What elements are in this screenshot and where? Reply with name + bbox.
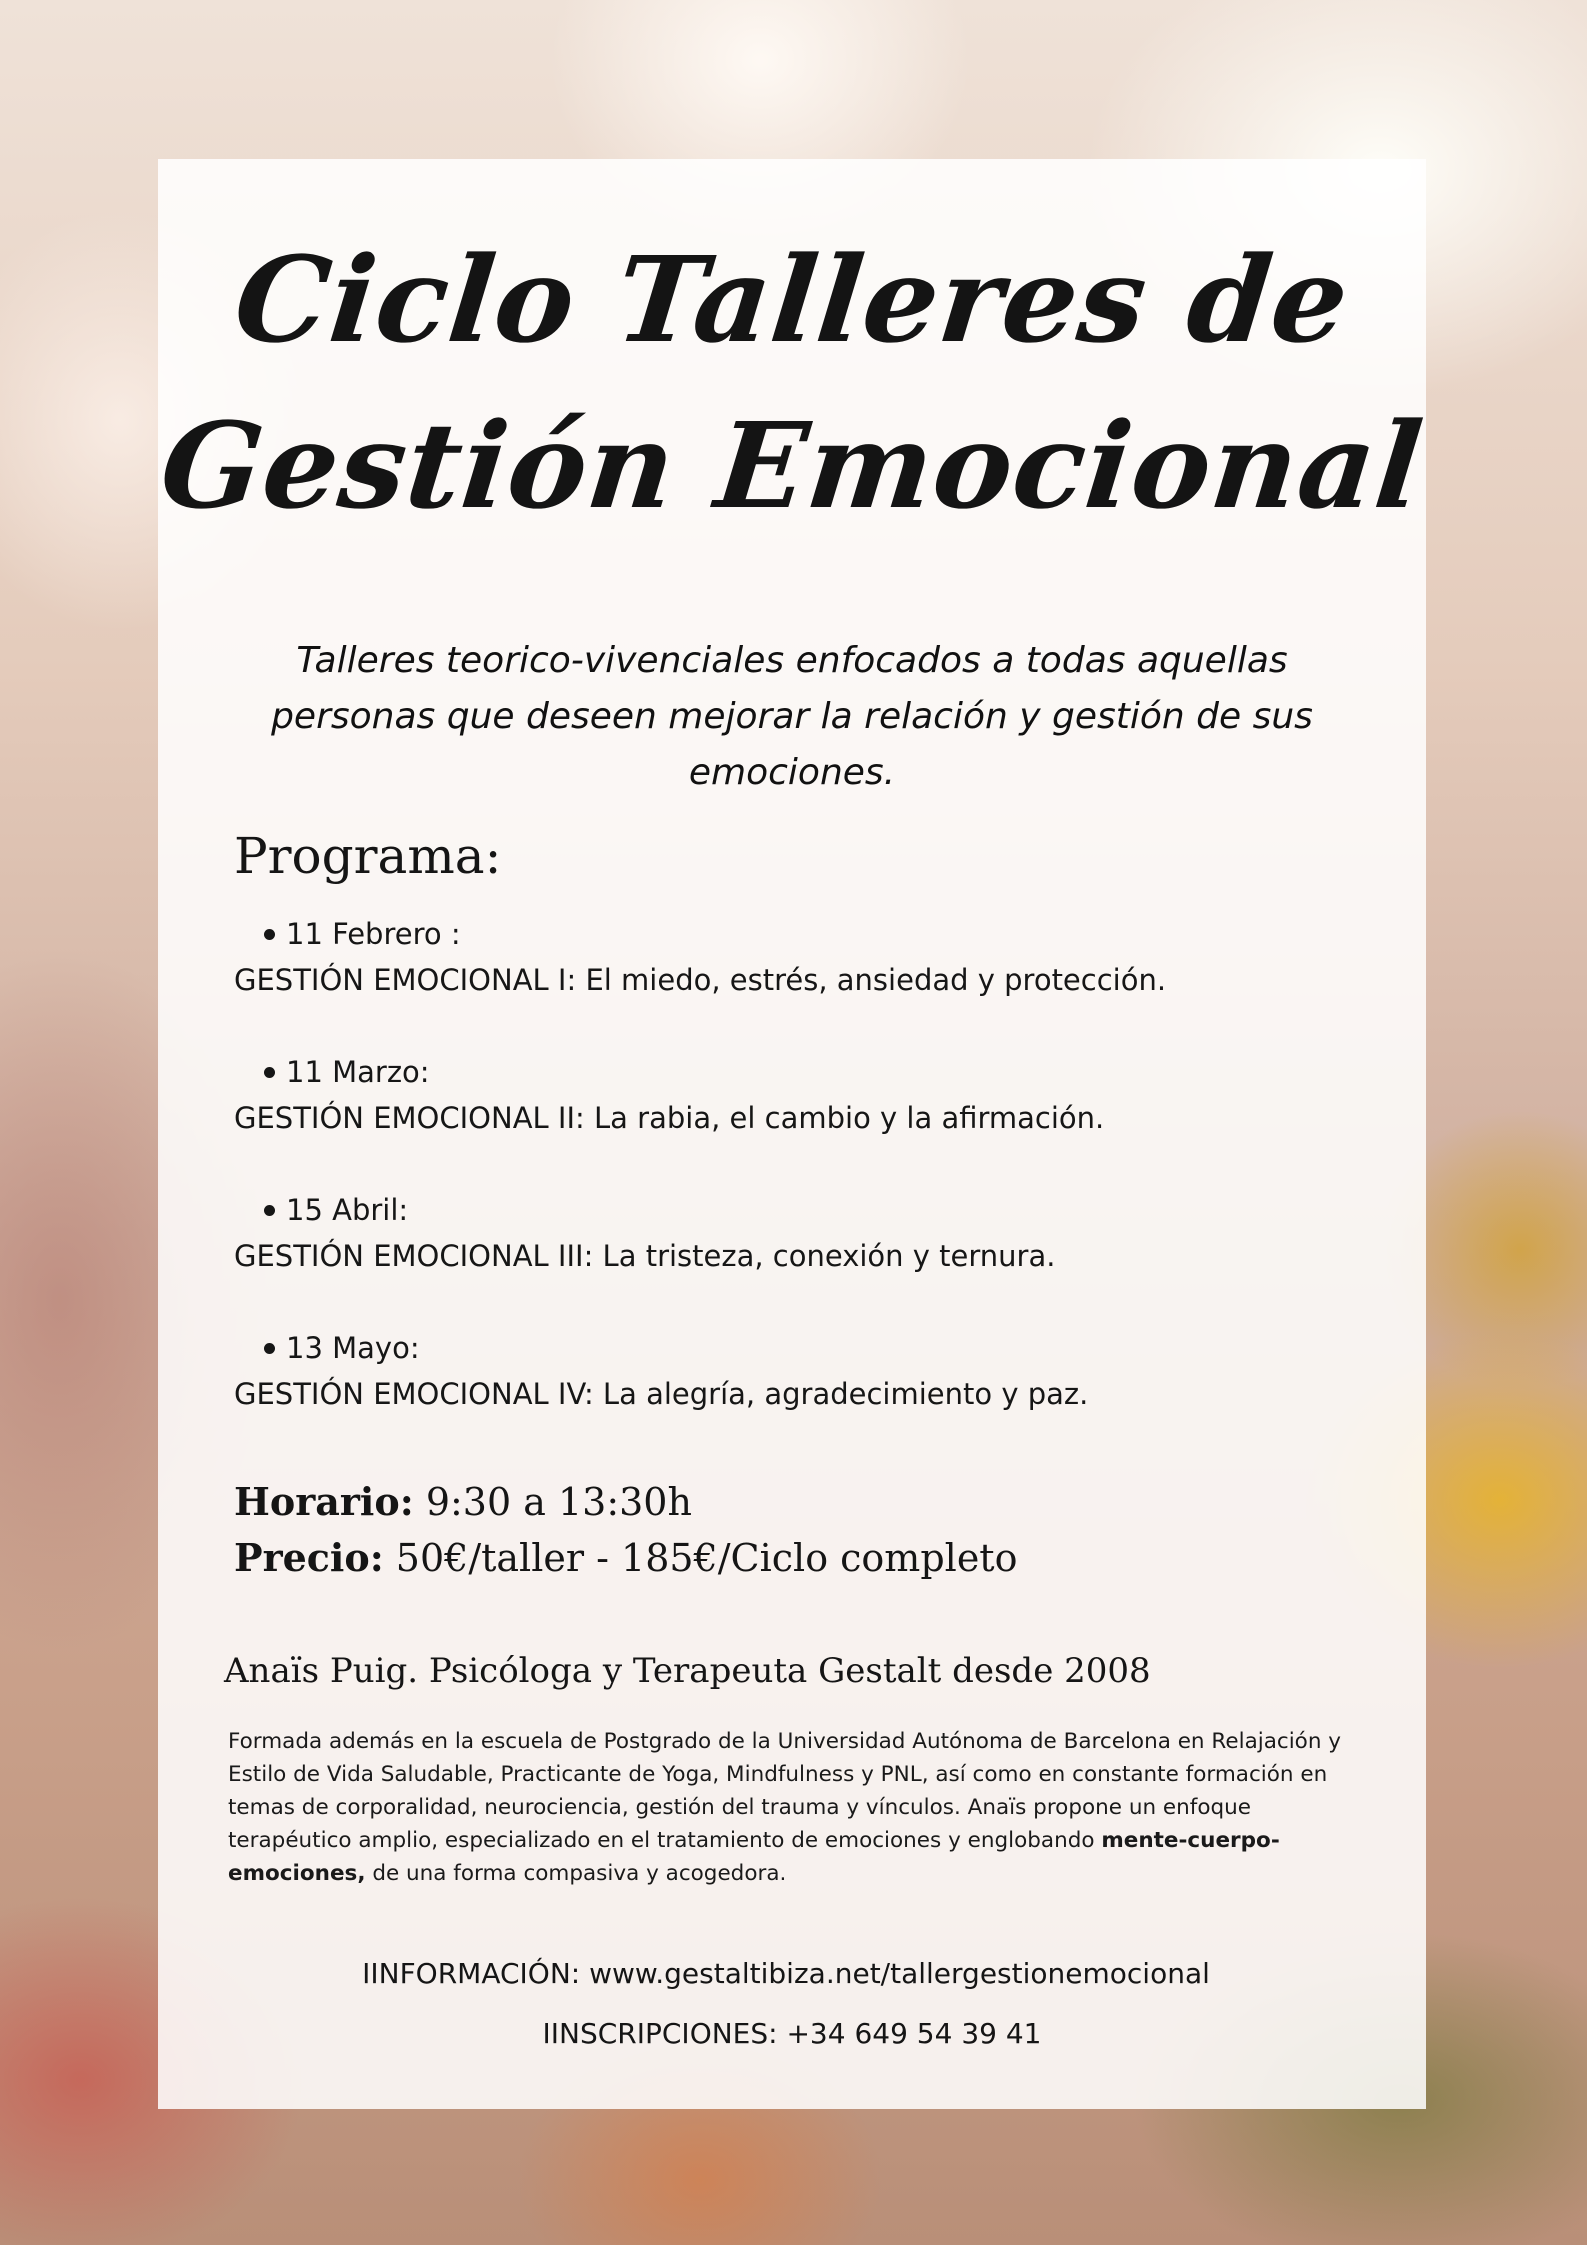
author-line: Anaïs Puig. Psicóloga y Terapeuta Gestalt desde 2008	[224, 1651, 1151, 1691]
program-item	[234, 1325, 1384, 1417]
bio-text: Formada además en la escuela de Postgrado de la Universidad Autónoma de Barcelona en Relajación y Estilo de Vida Saludable, Practicante de Yoga, Mindfulness y PNL, así como en constante formación en temas de corporalidad, neurociencia, gestión del trauma y vínculos. Anaïs propone un enfoque terapéutico amplio, especializado en el tratamiento de emociones y englobando	[228, 1729, 1342, 1853]
program-heading: Programa:	[234, 827, 502, 885]
signup-phone[interactable]: IINSCRIPCIONES: +34 649 54 39 41	[542, 2017, 1042, 2050]
schedule-line	[234, 1479, 692, 1524]
title-line-2: Gestión Emocional	[154, 396, 1430, 535]
program-topic: GESTIÓN EMOCIONAL III: La tristeza, conexión y ternura.	[234, 1239, 1056, 1273]
program-item	[234, 911, 1384, 1003]
bullet-icon	[264, 929, 275, 940]
bullet-icon	[264, 1343, 275, 1354]
program-date: 13 Mayo:	[286, 1331, 420, 1365]
bio-emphasis: mente-cuerpo-emociones,	[228, 1828, 1280, 1886]
program-date: 11 Febrero :	[286, 917, 461, 951]
title-line-1: Ciclo Talleres de	[228, 230, 1356, 369]
info-link[interactable]: IINFORMACIÓN: www.gestaltibiza.net/tallergestionemocional	[362, 1957, 1210, 1990]
program-date: 11 Marzo:	[286, 1055, 430, 1089]
schedule-value: 9:30 a 13:30h	[413, 1480, 692, 1524]
price-label: Precio:	[234, 1535, 384, 1580]
author-bio	[228, 1725, 1368, 1890]
bullet-icon	[264, 1205, 275, 1216]
price-value: 50€/taller - 185€/Ciclo completo	[383, 1536, 1018, 1580]
flyer-card	[154, 159, 1430, 2109]
bullet-icon	[264, 1067, 275, 1078]
program-item	[234, 1049, 1384, 1141]
schedule-label: Horario:	[234, 1479, 414, 1524]
program-topic: GESTIÓN EMOCIONAL IV: La alegría, agradecimiento y paz.	[234, 1377, 1089, 1411]
intro-text: Talleres teorico-vivenciales enfocados a todas aquellas personas que deseen mejorar la relación y gestión de sus emociones.	[271, 640, 1313, 793]
program-date: 15 Abril:	[286, 1193, 409, 1227]
program-topic: GESTIÓN EMOCIONAL I: El miedo, estrés, ansiedad y protección.	[234, 963, 1167, 997]
bio-text-end: de una forma compasiva y acogedora.	[365, 1861, 787, 1886]
price-line	[234, 1535, 1017, 1580]
program-topic: GESTIÓN EMOCIONAL II: La rabia, el cambio y la afirmación.	[234, 1101, 1105, 1135]
program-item	[234, 1187, 1384, 1279]
